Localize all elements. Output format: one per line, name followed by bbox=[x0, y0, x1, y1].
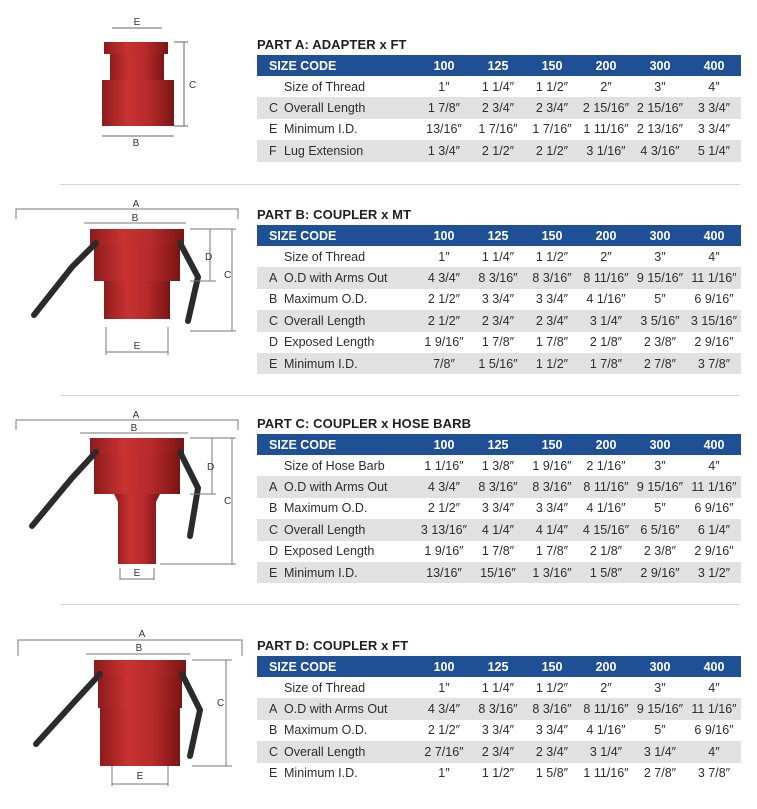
row-letter: A bbox=[269, 480, 278, 495]
cell-value: 3 3/4″ bbox=[481, 501, 515, 516]
cell-value: 1 1/2″ bbox=[535, 680, 569, 695]
cell-value: 2″ bbox=[600, 249, 612, 264]
cell-value: 1 5/16″ bbox=[471, 353, 525, 374]
row-letter: B bbox=[269, 723, 278, 738]
cell-value: 9 15/16″ bbox=[633, 267, 687, 288]
table-row bbox=[257, 97, 741, 118]
table-row bbox=[257, 562, 741, 583]
cell-value: 9 15/16″ bbox=[633, 476, 687, 497]
adapter-body bbox=[102, 80, 174, 126]
size-header: 200 bbox=[579, 225, 633, 246]
size-header: 150 bbox=[525, 55, 579, 76]
cell-value: 2 7/8″ bbox=[633, 353, 687, 374]
row-letter: C bbox=[269, 313, 279, 328]
cell-value: 1 7/8″ bbox=[535, 544, 569, 559]
size-header: 200 bbox=[579, 55, 633, 76]
cell-value: 4 1/16″ bbox=[586, 501, 626, 516]
cell-value: 1 3/4″ bbox=[417, 140, 471, 161]
cell-value: 3 3/4″ bbox=[697, 122, 731, 137]
table-row bbox=[257, 498, 741, 519]
cell-value: 1″ bbox=[438, 249, 450, 264]
table-row bbox=[257, 455, 741, 476]
row-label: Exposed Length bbox=[284, 544, 375, 559]
cell-value: 6 9/16″ bbox=[694, 292, 734, 307]
table-row bbox=[257, 720, 741, 741]
row-letter: B bbox=[269, 292, 278, 307]
cell-value: 13/16″ bbox=[417, 562, 471, 583]
row-label: Maximum O.D. bbox=[284, 292, 368, 307]
cell-value: 2 1/2″ bbox=[525, 140, 579, 161]
cell-value: 1 1/4″ bbox=[481, 79, 515, 94]
size-header: 100 bbox=[417, 55, 471, 76]
size-header: 300 bbox=[633, 434, 687, 455]
dim-label-b: B bbox=[135, 643, 143, 654]
coupler-body bbox=[94, 245, 180, 281]
cell-value: 3 1/16″ bbox=[579, 140, 633, 161]
cell-value: 3 3/4″ bbox=[687, 97, 741, 118]
size-header: 150 bbox=[525, 656, 579, 677]
section-divider bbox=[60, 604, 740, 605]
cell-value: 1 3/8″ bbox=[481, 458, 515, 473]
row-label: Overall Length bbox=[284, 313, 366, 328]
cam-arm-right bbox=[182, 674, 200, 756]
cell-value: 2 3/4″ bbox=[471, 310, 525, 331]
cell-value: 4 1/4″ bbox=[525, 519, 579, 540]
cell-value: 3 3/4″ bbox=[481, 723, 515, 738]
cell-value: 1 1/2″ bbox=[535, 249, 569, 264]
cell-value: 4 3/4″ bbox=[417, 476, 471, 497]
cell-value: 7/8″ bbox=[417, 353, 471, 374]
size-header: 125 bbox=[471, 225, 525, 246]
cell-value: 5″ bbox=[654, 292, 666, 307]
cell-value: 3 1/2″ bbox=[687, 562, 741, 583]
table-row bbox=[257, 519, 741, 540]
cell-value: 2 1/2″ bbox=[427, 501, 461, 516]
cell-value: 1 5/8″ bbox=[579, 562, 633, 583]
cell-value: 3 3/4″ bbox=[535, 723, 569, 738]
cell-value: 3 5/16″ bbox=[633, 310, 687, 331]
row-letter: A bbox=[269, 271, 278, 286]
cell-value: 1 9/16″ bbox=[424, 335, 464, 350]
table-row bbox=[257, 476, 741, 497]
cell-value: 1 7/8″ bbox=[481, 335, 515, 350]
cell-value: 3 1/4″ bbox=[633, 741, 687, 762]
cell-value: 2 13/16″ bbox=[636, 122, 684, 137]
cam-arm-left bbox=[32, 452, 96, 526]
table-row bbox=[257, 310, 741, 331]
cell-value: 4″ bbox=[708, 458, 720, 473]
size-header: 200 bbox=[579, 656, 633, 677]
coupler-mt-diagram bbox=[10, 197, 246, 357]
cell-value: 1 7/8″ bbox=[417, 97, 471, 118]
cell-value: 5″ bbox=[654, 501, 666, 516]
table-row bbox=[257, 246, 741, 267]
cell-value: 1 9/16″ bbox=[424, 544, 464, 559]
cell-value: 2 1/16″ bbox=[586, 458, 626, 473]
adapter-neck bbox=[110, 54, 164, 80]
cell-value: 3 1/4″ bbox=[579, 741, 633, 762]
size-header: 150 bbox=[525, 434, 579, 455]
cell-value: 4″ bbox=[687, 741, 741, 762]
cell-value: 1″ bbox=[438, 79, 450, 94]
cell-value: 2 7/16″ bbox=[417, 741, 471, 762]
dimension-line bbox=[16, 209, 238, 219]
cell-value: 6 5/16″ bbox=[633, 519, 687, 540]
cell-value: 4 15/16″ bbox=[579, 519, 633, 540]
dim-label-c: C bbox=[224, 496, 232, 507]
cell-value: 13/16″ bbox=[426, 122, 462, 137]
size-header: 100 bbox=[417, 656, 471, 677]
cell-value: 3 3/4″ bbox=[535, 501, 569, 516]
cell-value: 9 15/16″ bbox=[633, 698, 687, 719]
table-row bbox=[257, 698, 741, 719]
cell-value: 4 1/16″ bbox=[586, 292, 626, 307]
cell-value: 2 3/4″ bbox=[471, 97, 525, 118]
row-letter: E bbox=[269, 356, 278, 371]
dim-label-a: A bbox=[132, 199, 140, 210]
row-letter: C bbox=[269, 522, 279, 537]
cell-value: 2 3/4″ bbox=[525, 310, 579, 331]
row-label: O.D with Arms Out bbox=[284, 480, 388, 495]
dim-label-d: D bbox=[207, 462, 215, 473]
cell-value: 2 3/8″ bbox=[643, 335, 677, 350]
row-letter: E bbox=[269, 122, 278, 137]
cell-value: 2 3/8″ bbox=[643, 544, 677, 559]
table-row bbox=[257, 140, 741, 161]
part-a-table bbox=[257, 55, 741, 162]
row-label: Overall Length bbox=[284, 101, 366, 116]
size-header: 400 bbox=[687, 434, 741, 455]
dim-label-b: B bbox=[131, 213, 139, 224]
part-c-table bbox=[257, 434, 741, 583]
cell-value: 8 3/16″ bbox=[471, 267, 525, 288]
row-letter: F bbox=[269, 143, 277, 158]
dim-label-e: E bbox=[133, 568, 141, 579]
cell-value: 2 1/8″ bbox=[589, 544, 623, 559]
row-letter: C bbox=[269, 101, 279, 116]
table-row bbox=[257, 289, 741, 310]
table-row bbox=[257, 741, 741, 762]
cell-value: 8 11/16″ bbox=[579, 698, 633, 719]
cell-value: 2 15/16″ bbox=[579, 97, 633, 118]
cell-value: 6 9/16″ bbox=[694, 501, 734, 516]
row-label: Maximum O.D. bbox=[284, 723, 368, 738]
row-label: Minimum I.D. bbox=[284, 356, 358, 371]
row-letter: D bbox=[269, 544, 279, 559]
dim-label-e: E bbox=[133, 341, 141, 352]
cell-value: 1 9/16″ bbox=[532, 458, 572, 473]
part-b-title: PART B: COUPLER x MT bbox=[257, 207, 412, 222]
row-label: Size of Thread bbox=[284, 79, 366, 94]
cell-value: 2 1/2″ bbox=[417, 310, 471, 331]
cell-value: 8 11/16″ bbox=[579, 267, 633, 288]
size-code-header: SIZE CODE bbox=[257, 225, 417, 246]
cell-value: 8 3/16″ bbox=[525, 476, 579, 497]
row-letter: E bbox=[269, 766, 278, 781]
table-row bbox=[257, 541, 741, 562]
dim-label-b: B bbox=[130, 423, 138, 434]
cell-value: 1 1/2″ bbox=[535, 79, 569, 94]
row-label: Overall Length bbox=[284, 522, 366, 537]
cell-value: 8 3/16″ bbox=[471, 698, 525, 719]
table-row bbox=[257, 332, 741, 353]
cell-value: 5 1/4″ bbox=[687, 140, 741, 161]
row-letter: E bbox=[269, 565, 278, 580]
size-header: 100 bbox=[417, 225, 471, 246]
cell-value: 3 1/4″ bbox=[579, 310, 633, 331]
dim-label-a: A bbox=[138, 629, 146, 640]
size-header: 125 bbox=[471, 434, 525, 455]
row-label: O.D with Arms Out bbox=[284, 271, 388, 286]
section-divider bbox=[60, 184, 740, 185]
row-label: Size of Hose Barb bbox=[284, 458, 385, 473]
size-code-header: SIZE CODE bbox=[257, 434, 417, 455]
dim-label-c: C bbox=[224, 270, 232, 281]
size-header: 125 bbox=[471, 656, 525, 677]
cell-value: 1 1/16″ bbox=[424, 458, 464, 473]
coupler-head bbox=[94, 660, 186, 676]
row-label: Size of Thread bbox=[284, 680, 366, 695]
size-code-header: SIZE CODE bbox=[257, 656, 417, 677]
cell-value: 2 15/16″ bbox=[633, 97, 687, 118]
cell-value: 4 3/4″ bbox=[417, 267, 471, 288]
cell-value: 1 7/16″ bbox=[478, 122, 518, 137]
cell-value: 1 7/8″ bbox=[579, 353, 633, 374]
cell-value: 3″ bbox=[654, 680, 666, 695]
row-label: Minimum I.D. bbox=[284, 565, 358, 580]
cell-value: 8 3/16″ bbox=[525, 698, 579, 719]
dim-label-c: C bbox=[189, 80, 197, 91]
size-header: 200 bbox=[579, 434, 633, 455]
dim-label-e: E bbox=[136, 771, 144, 782]
male-thread bbox=[104, 281, 170, 319]
cell-value: 2 1/2″ bbox=[471, 140, 525, 161]
cell-value: 2 3/4″ bbox=[525, 741, 579, 762]
cell-value: 2″ bbox=[600, 79, 612, 94]
cell-value: 2 9/16″ bbox=[694, 544, 734, 559]
cell-value: 3″ bbox=[654, 249, 666, 264]
cell-value: 2 3/4″ bbox=[471, 741, 525, 762]
size-header: 400 bbox=[687, 656, 741, 677]
table-row bbox=[257, 76, 741, 97]
cell-value: 4″ bbox=[708, 680, 720, 695]
cell-value: 1″ bbox=[438, 680, 450, 695]
cell-value: 1 1/4″ bbox=[481, 680, 515, 695]
table-row bbox=[257, 353, 741, 374]
cell-value: 3″ bbox=[654, 458, 666, 473]
cell-value: 1 7/16″ bbox=[532, 122, 572, 137]
size-code-header: SIZE CODE bbox=[257, 55, 417, 76]
cell-value: 4 3/4″ bbox=[417, 698, 471, 719]
cell-value: 4″ bbox=[708, 249, 720, 264]
coupler-ft-diagram bbox=[14, 626, 246, 796]
size-header: 100 bbox=[417, 434, 471, 455]
cell-value: 2 1/8″ bbox=[589, 335, 623, 350]
cell-value: 2 9/16″ bbox=[694, 335, 734, 350]
coupler-body bbox=[94, 454, 180, 494]
cell-value: 8 11/16″ bbox=[579, 476, 633, 497]
cell-value: 1 1/2″ bbox=[525, 353, 579, 374]
cell-value: 2 1/2″ bbox=[427, 292, 461, 307]
size-header: 400 bbox=[687, 225, 741, 246]
cell-value: 2 3/4″ bbox=[525, 97, 579, 118]
cell-value: 11 1/16″ bbox=[687, 267, 741, 288]
cam-arm-right bbox=[180, 243, 198, 321]
row-label: Minimum I.D. bbox=[284, 766, 358, 781]
part-a-title: PART A: ADAPTER x FT bbox=[257, 37, 407, 52]
cell-value: 4″ bbox=[708, 79, 720, 94]
adapter-diagram bbox=[90, 12, 200, 150]
cam-arm-left bbox=[34, 243, 96, 315]
cell-value: 3 13/16″ bbox=[417, 519, 471, 540]
row-label: Overall Length bbox=[284, 744, 366, 759]
cell-value: 1″ bbox=[438, 766, 450, 781]
row-label: Lug Extension bbox=[284, 143, 364, 158]
dim-label-d: D bbox=[205, 252, 213, 263]
dimension-line bbox=[16, 420, 238, 430]
female-thread bbox=[100, 708, 180, 766]
row-label: Size of Thread bbox=[284, 249, 366, 264]
row-letter: C bbox=[269, 744, 279, 759]
row-label: Minimum I.D. bbox=[284, 122, 358, 137]
cell-value: 4 1/16″ bbox=[586, 723, 626, 738]
size-header: 300 bbox=[633, 656, 687, 677]
part-d-table bbox=[257, 656, 741, 784]
size-header: 400 bbox=[687, 55, 741, 76]
part-d-title: PART D: COUPLER x FT bbox=[257, 638, 409, 653]
size-header: 150 bbox=[525, 225, 579, 246]
cell-value: 1 1/4″ bbox=[481, 249, 515, 264]
cell-value: 1 7/8″ bbox=[481, 544, 515, 559]
cell-value: 6 1/4″ bbox=[687, 519, 741, 540]
table-row bbox=[257, 677, 741, 698]
cell-value: 1 5/8″ bbox=[535, 766, 569, 781]
cell-value: 8 3/16″ bbox=[471, 476, 525, 497]
dim-label-c: C bbox=[217, 698, 225, 709]
section-divider bbox=[60, 395, 740, 396]
cell-value: 1 7/8″ bbox=[535, 335, 569, 350]
adapter-lip bbox=[104, 42, 168, 54]
cell-value: 2 9/16″ bbox=[633, 562, 687, 583]
cell-value: 2 7/8″ bbox=[643, 766, 677, 781]
size-header: 125 bbox=[471, 55, 525, 76]
hose-barb bbox=[114, 494, 160, 564]
row-letter: B bbox=[269, 501, 278, 516]
coupler-body bbox=[98, 676, 182, 708]
cell-value: 1 1/2″ bbox=[481, 766, 515, 781]
row-label: O.D with Arms Out bbox=[284, 702, 388, 717]
cell-value: 3 3/4″ bbox=[481, 292, 515, 307]
cell-value: 2 1/2″ bbox=[427, 723, 461, 738]
cell-value: 11 1/16″ bbox=[687, 476, 741, 497]
row-label: Maximum O.D. bbox=[284, 501, 368, 516]
cell-value: 4 3/16″ bbox=[633, 140, 687, 161]
dim-label-e: E bbox=[133, 17, 141, 28]
row-letter: A bbox=[269, 702, 278, 717]
cell-value: 1 3/16″ bbox=[525, 562, 579, 583]
table-row bbox=[257, 267, 741, 288]
cam-arm-left bbox=[36, 674, 100, 744]
table-row bbox=[257, 763, 741, 784]
coupler-head bbox=[90, 438, 184, 454]
row-label: Exposed Length bbox=[284, 335, 375, 350]
coupler-head bbox=[90, 229, 184, 245]
cell-value: 2″ bbox=[600, 680, 612, 695]
dim-label-b: B bbox=[132, 138, 140, 149]
row-letter: D bbox=[269, 335, 279, 350]
size-header: 300 bbox=[633, 55, 687, 76]
cell-value: 1 11/16″ bbox=[583, 122, 629, 137]
dim-label-a: A bbox=[132, 410, 140, 421]
cell-value: 4 1/4″ bbox=[471, 519, 525, 540]
table-row bbox=[257, 119, 741, 140]
cell-value: 3 7/8″ bbox=[687, 353, 741, 374]
cell-value: 1 11/16″ bbox=[583, 766, 629, 781]
cell-value: 5″ bbox=[654, 723, 666, 738]
cell-value: 3 3/4″ bbox=[535, 292, 569, 307]
part-c-title: PART C: COUPLER x HOSE BARB bbox=[257, 416, 472, 431]
cell-value: 3 7/8″ bbox=[697, 766, 731, 781]
cell-value: 11 1/16″ bbox=[687, 698, 741, 719]
cell-value: 3 15/16″ bbox=[687, 310, 741, 331]
cell-value: 15/16″ bbox=[471, 562, 525, 583]
cell-value: 3″ bbox=[654, 79, 666, 94]
part-b-table bbox=[257, 225, 741, 374]
size-header: 300 bbox=[633, 225, 687, 246]
cell-value: 6 9/16″ bbox=[694, 723, 734, 738]
cell-value: 8 3/16″ bbox=[525, 267, 579, 288]
coupler-hose-barb-diagram bbox=[10, 404, 246, 584]
